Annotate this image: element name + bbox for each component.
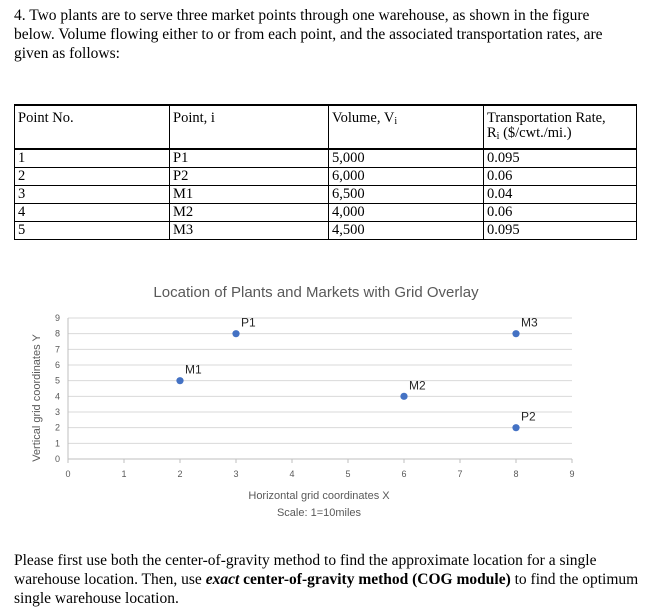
table-row <box>15 222 637 240</box>
cell-no: 1 <box>15 149 170 168</box>
cell-point: M1 <box>170 186 329 204</box>
x-tick-label-8: 8 <box>513 469 519 479</box>
cell-volume: 5,000 <box>329 149 484 168</box>
chart-axes <box>68 315 572 463</box>
y-tick-label-2: 2 <box>54 422 60 433</box>
y-tick-labels <box>55 313 60 464</box>
y-tick-label-7: 7 <box>54 344 60 355</box>
cell-rate: 0.06 <box>484 168 637 186</box>
cell-rate: 0.095 <box>484 222 637 240</box>
point-p1 <box>232 330 239 337</box>
point-m2 <box>400 393 407 400</box>
table-row <box>15 186 637 204</box>
y-tick-label-8: 8 <box>54 328 60 339</box>
data-table <box>14 104 637 240</box>
cell-volume: 4,000 <box>329 204 484 222</box>
y-tick-label-4: 4 <box>54 391 60 402</box>
x-tick-label-5: 5 <box>345 469 351 479</box>
x-axis-title: Horizontal grid coordinates X <box>248 490 390 502</box>
x-tick-label-7: 7 <box>457 469 463 479</box>
x-tick-label-2: 2 <box>177 469 183 479</box>
header-volume-label: Volume, V <box>332 110 395 126</box>
cell-point: M2 <box>170 204 329 222</box>
cell-no: 2 <box>15 168 170 186</box>
y-tick-label-0: 0 <box>54 454 60 464</box>
header-point-i: Point, i <box>170 105 329 149</box>
chart-title: Location of Plants and Markets with Grid Overlay <box>153 284 479 301</box>
header-rate-sub: i <box>496 131 500 142</box>
x-tick-labels <box>65 469 574 479</box>
y-tick-label-1: 1 <box>54 438 60 449</box>
point-label-p2: P2 <box>521 409 536 424</box>
point-label-p1: P1 <box>241 315 256 330</box>
point-label-m1: M1 <box>185 362 202 377</box>
y-tick-label-9: 9 <box>54 313 60 323</box>
y-tick-label-5: 5 <box>54 375 60 386</box>
header-rate-line1: Transportation Rate, <box>487 110 606 126</box>
cell-volume: 4,500 <box>329 222 484 240</box>
x-tick-label-6: 6 <box>401 469 407 479</box>
point-p2 <box>512 424 519 431</box>
cell-no: 5 <box>15 222 170 240</box>
x-tick-label-1: 1 <box>121 469 127 479</box>
y-tick-label-6: 6 <box>54 360 60 370</box>
closing-instructions <box>14 551 639 608</box>
point-m1 <box>176 377 183 384</box>
header-point-no: Point No. <box>15 105 170 149</box>
header-volume <box>329 105 484 149</box>
cell-rate: 0.06 <box>484 204 637 222</box>
point-m3 <box>512 330 519 337</box>
x-tick-label-4: 4 <box>289 469 295 479</box>
cell-volume: 6,000 <box>329 168 484 186</box>
closing-bold-phrase: center-of-gravity method (COG module) <box>239 571 511 588</box>
x-tick-label-0: 0 <box>65 469 71 479</box>
x-axis-scale-note: Scale: 1=10miles <box>276 507 362 519</box>
cell-point: P1 <box>170 149 329 168</box>
location-chart <box>14 272 614 522</box>
closing-exact: exact <box>205 571 240 588</box>
x-tick-label-9: 9 <box>569 469 575 479</box>
cell-no: 4 <box>15 204 170 222</box>
table-row <box>15 168 637 186</box>
table-row <box>15 204 637 222</box>
cell-rate: 0.04 <box>484 186 637 204</box>
problem-intro: 4. Two plants are to serve three market points through one warehouse, as shown in the figure below. Volume flowing either to or from each point, and the associated transportation rates, are given as follows: <box>14 7 603 62</box>
cell-rate: 0.095 <box>484 149 637 168</box>
x-tick-label-3: 3 <box>233 469 239 479</box>
chart-grid <box>68 315 572 443</box>
y-tick-label-3: 3 <box>54 407 60 417</box>
closing-text-part1: Please first use both the center-of-gravity method to find the approximate location for a single warehouse location. Then, use <box>14 552 597 588</box>
cell-volume: 6,500 <box>329 186 484 204</box>
table-header-row <box>15 105 637 149</box>
table-row <box>15 149 637 168</box>
header-rate-unit: ($/cwt./mi.) <box>499 125 572 141</box>
header-volume-sub: i <box>394 116 398 127</box>
cell-no: 3 <box>15 186 170 204</box>
header-rate-symbol: R <box>487 125 497 141</box>
point-label-m2: M2 <box>409 378 426 393</box>
closing-text-part2: to find the optimum single warehouse location. <box>14 571 639 607</box>
cell-point: P2 <box>170 168 329 186</box>
header-rate <box>484 105 637 149</box>
point-label-m3: M3 <box>521 315 538 330</box>
y-axis-title: Vertical grid coordinates Y <box>31 334 43 462</box>
cell-point: M3 <box>170 222 329 240</box>
